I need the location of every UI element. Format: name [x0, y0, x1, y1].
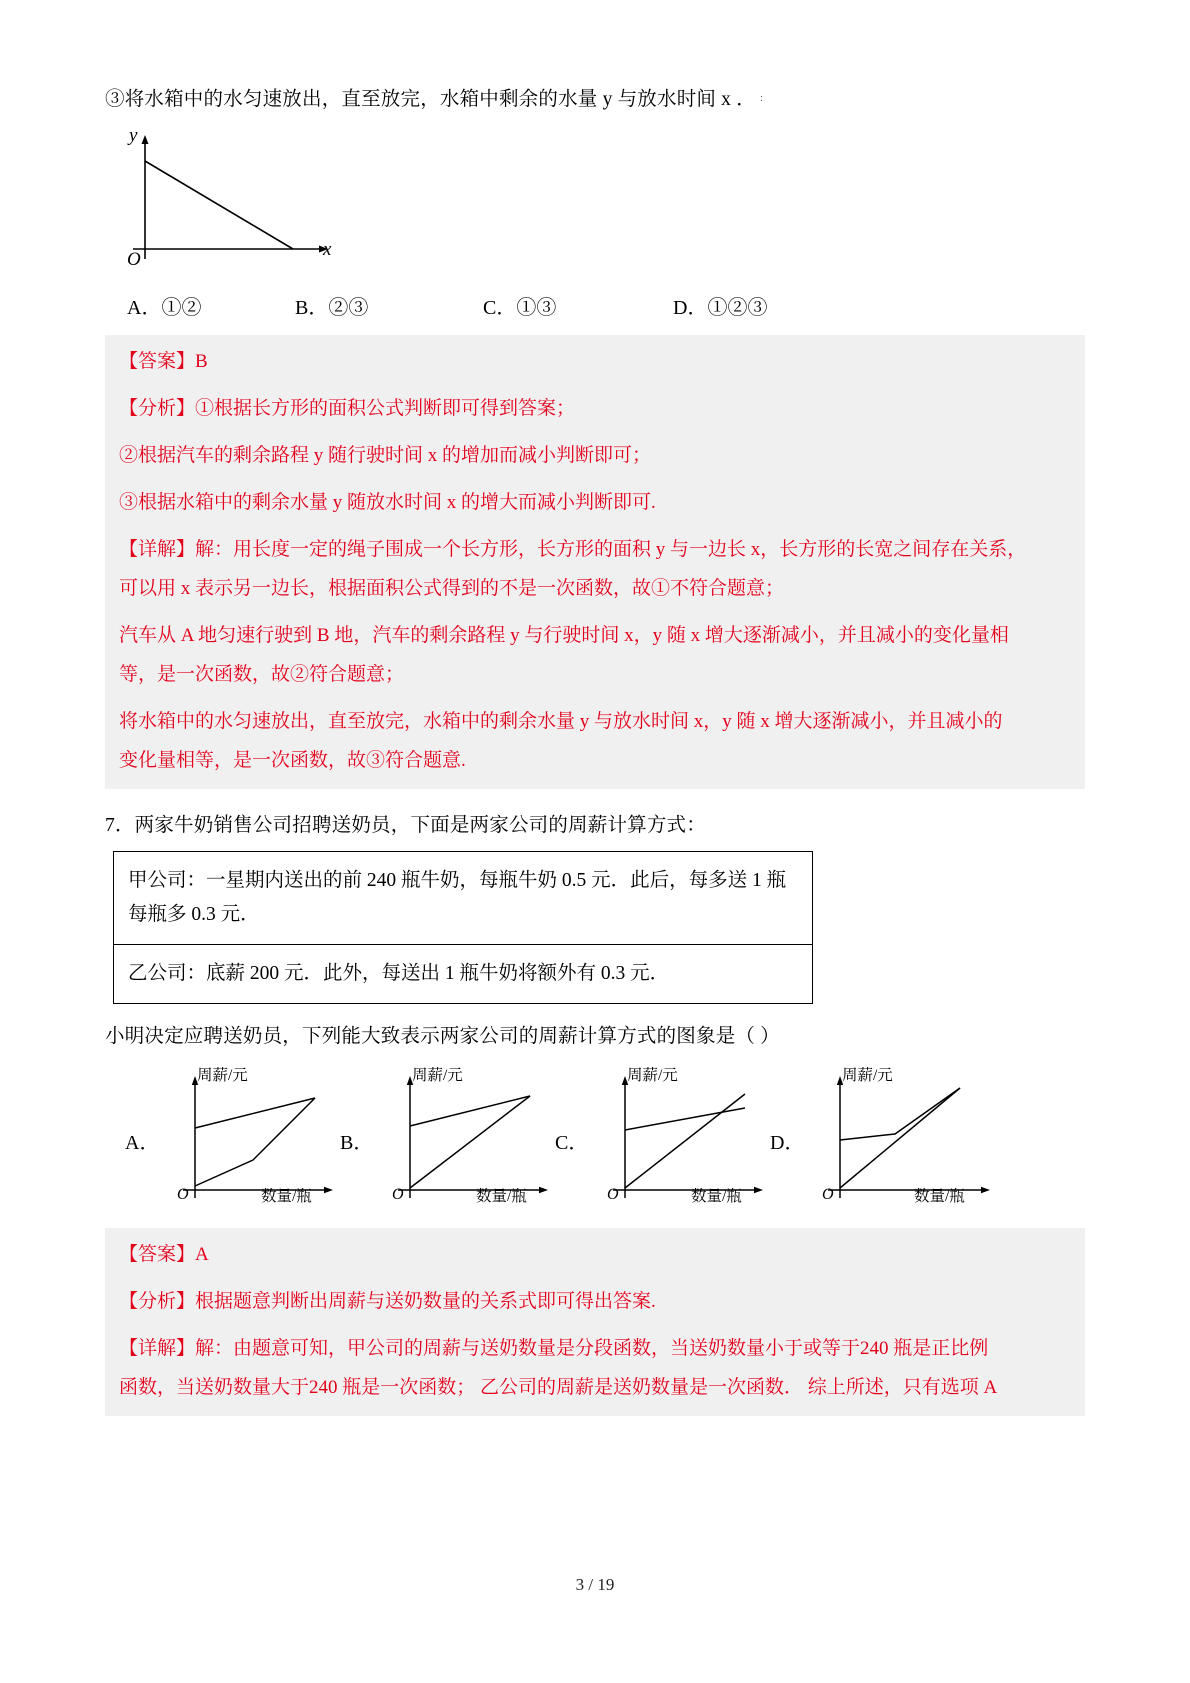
option-d-svg — [810, 1068, 1010, 1213]
choice-d[interactable]: D．①②③ — [673, 297, 768, 319]
answer-2: 【答案】A — [119, 1244, 209, 1265]
graph-y-label: y — [129, 125, 138, 146]
analysis-1-2: ②根据汽车的剩余路程 y 随行驶时间 x 的增加而减小判断即可； — [119, 445, 652, 466]
item-3-text: ③将水箱中的水匀速放出，直至放完，水箱中剩余的水量 y 与放水时间 x ． — [105, 89, 756, 110]
analysis-2: 【分析】根据题意判断出周薪与送奶数量的关系式即可得出答案. — [119, 1291, 656, 1312]
option-d-y-axis-label: 周薪/元 — [842, 1067, 893, 1084]
choice-c[interactable]: C．①③ — [483, 297, 557, 319]
option-c-graph — [595, 1068, 785, 1213]
option-b-origin: O — [392, 1186, 404, 1203]
table-row — [114, 945, 813, 1004]
option-a-svg — [165, 1068, 355, 1213]
option-d-x-axis-label: 数量/瓶 — [914, 1188, 965, 1205]
option-c-y-axis-label: 周薪/元 — [627, 1067, 678, 1084]
option-a-y-axis-label: 周薪/元 — [197, 1067, 248, 1084]
answer-1: 【答案】B — [119, 351, 208, 372]
option-a-label: A． — [125, 1132, 160, 1154]
option-d-origin: O — [822, 1186, 834, 1203]
page-footer: 3 / 19 — [575, 1575, 615, 1594]
answer-block-1 — [105, 335, 1085, 789]
option-b-x-axis-label: 数量/瓶 — [476, 1188, 527, 1205]
question-7-stem: 7．两家牛奶销售公司招聘送奶员，下面是两家公司的周薪计算方式： — [105, 815, 706, 836]
option-a-x-axis-label: 数量/瓶 — [261, 1188, 312, 1205]
analysis-1-1: 【分析】①根据长方形的面积公式判断即可得到答案； — [119, 398, 576, 419]
salary-table — [113, 851, 813, 1004]
detail-1-3: 汽车从 A 地匀速行驶到 B 地，汽车的剩余路程 y 与行驶时间 x，y 随 x 增大逐渐减小，并且减小的变化量相 — [119, 625, 1009, 646]
option-d-label: D． — [770, 1132, 805, 1154]
table-row — [114, 852, 813, 945]
answer-block-2 — [105, 1228, 1085, 1416]
option-b-label: B． — [340, 1132, 374, 1154]
question-7-substem: 小明决定应聘送奶员，下列能大致表示两家公司的周薪计算方式的图象是（ ） — [105, 1026, 780, 1047]
choice-a[interactable]: A．①② — [127, 297, 202, 319]
detail-1-6: 变化量相等，是一次函数，故③符合题意. — [119, 750, 466, 771]
item-3-graph — [115, 125, 365, 270]
detail-1-1: 【详解】解：用长度一定的绳子围成一个长方形，长方形的面积 y 与一边长 x，长方形的长宽之间存在关系， — [119, 539, 1027, 560]
choice-b[interactable]: B．②③ — [295, 297, 369, 319]
option-b-svg — [380, 1068, 570, 1213]
graph-origin-label: O — [127, 249, 141, 270]
table-cell-company-a: 甲公司：一星期内送出的前 240 瓶牛奶，每瓶牛奶 0.5 元．此后，每多送 1 瓶每瓶多 0.3 元． — [114, 852, 813, 945]
analysis-1-3: ③根据水箱中的剩余水量 y 随放水时间 x 的增大而减小判断即可. — [119, 492, 656, 513]
option-c-origin: O — [607, 1186, 619, 1203]
page-content — [105, 85, 1085, 1416]
top-marker: : — [760, 92, 764, 104]
detail-2-1: 【详解】解：由题意可知，甲公司的周薪与送奶数量是分段函数，当送奶数量小于或等于240 瓶是正比例 — [119, 1338, 989, 1359]
option-b-y-axis-label: 周薪/元 — [412, 1067, 463, 1084]
option-c-svg — [595, 1068, 785, 1213]
detail-1-2: 可以用 x 表示另一边长，根据面积公式得到的不是一次函数，故①不符合题意； — [119, 578, 785, 599]
detail-1-4: 等，是一次函数，故②符合题意； — [119, 664, 405, 685]
option-graph-row — [105, 1068, 1085, 1218]
option-c-x-axis-label: 数量/瓶 — [691, 1188, 742, 1205]
graph-x-label: x — [323, 239, 332, 260]
option-a-graph — [165, 1068, 355, 1213]
detail-2-2: 函数，当送奶数量大于240 瓶是一次函数； 乙公司的周薪是送奶数量是一次函数． 综上所述，只有选项 A — [119, 1377, 998, 1398]
option-b-graph — [380, 1068, 570, 1213]
option-c-label: C． — [555, 1132, 589, 1154]
option-d-graph — [810, 1068, 1010, 1213]
table-cell-company-b: 乙公司：底薪 200 元．此外，每送出 1 瓶牛奶将额外有 0.3 元． — [114, 945, 813, 1004]
option-a-origin: O — [177, 1186, 189, 1203]
detail-1-5: 将水箱中的水匀速放出，直至放完，水箱中的剩余水量 y 与放水时间 x，y 随 x 增大逐渐减小，并且减小的 — [119, 711, 1003, 732]
choice-row — [105, 291, 1085, 325]
